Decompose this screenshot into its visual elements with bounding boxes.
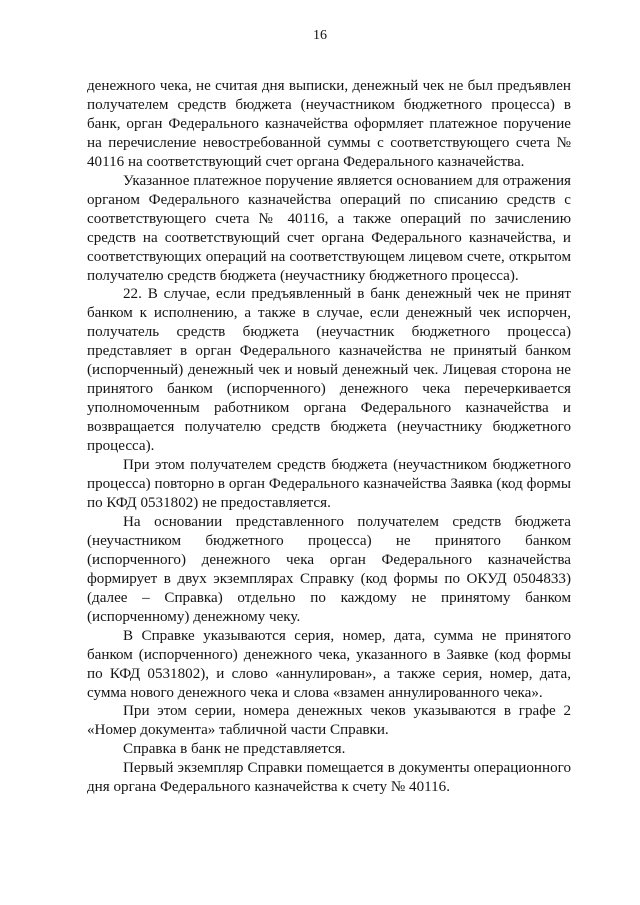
paragraph-5: На основании представленного получателем средств бюджета (неучастником бюджетного процесса) не принятого банком (испорченного) денежного чека орган Федерального казначейства формирует в двух экземплярах Справку (код формы по ОКУД 0504833) (далее – Справка) отдельно по каждому не принятому банком (испорченному) денежному чеку. bbox=[87, 513, 571, 625]
paragraph-7: При этом серии, номера денежных чеков указываются в графе 2 «Номер документа» табличной части Справки. bbox=[87, 703, 571, 739]
document-body bbox=[87, 77, 571, 797]
paragraph-9: Первый экземпляр Справки помещается в документы операционного дня органа Федерального казначейства к счету № 40116. bbox=[87, 760, 571, 796]
paragraph-8: Справка в банк не представляется. bbox=[123, 741, 346, 758]
page-number: 16 bbox=[313, 28, 327, 43]
paragraph-3: 22. В случае, если предъявленный в банк денежный чек не принят банком к исполнению, а также в случае, если денежный чек испорчен, получатель средств бюджета (неучастник бюджетного процесса) представляет в орган Федерального казначейства не принятый банком (испорченный) денежный чек и новый денежный чек. Лицевая сторона не принятого банком (испорченного) денежного чека перечеркивается уполномоченным работником органа Федерального казначейства и возвращается получателю средств бюджета (неучастнику бюджетного процесса). bbox=[87, 286, 571, 455]
paragraph-6: В Справке указываются серия, номер, дата, сумма не принятого банком (испорченного) денежного чека, указанного в Заявке (код формы по КФД 0531802), и слово «аннулирован», а также серия, номер, дата, сумма нового денежного чека и слова «взамен аннулированного чека». bbox=[87, 627, 571, 701]
paragraph-4: При этом получателем средств бюджета (неучастником бюджетного процесса) повторно в орган Федерального казначейства Заявка (код формы по КФД 0531802) не предоставляется. bbox=[87, 457, 571, 511]
paragraph-1: денежного чека, не считая дня выписки, денежный чек не был предъявлен получателем средств бюджета (неучастником бюджетного процесса) в банк, орган Федерального казначейства оформляет платежное поручение на перечисление невостребованной суммы с соответствующего счета № 40116 на соответствующий счет органа Федерального казначейства. bbox=[87, 78, 571, 170]
paragraph-2: Указанное платежное поручение является основанием для отражения органом Федерального казначейства операций по списанию средств с соответствующего счета № 40116, а также операций по зачислению средств на соответствующий счет органа Федерального казначейства, и соответствующих операций на соответствующем лицевом счете, открытом получателю средств бюджета (неучастнику бюджетного процесса). bbox=[87, 172, 571, 284]
